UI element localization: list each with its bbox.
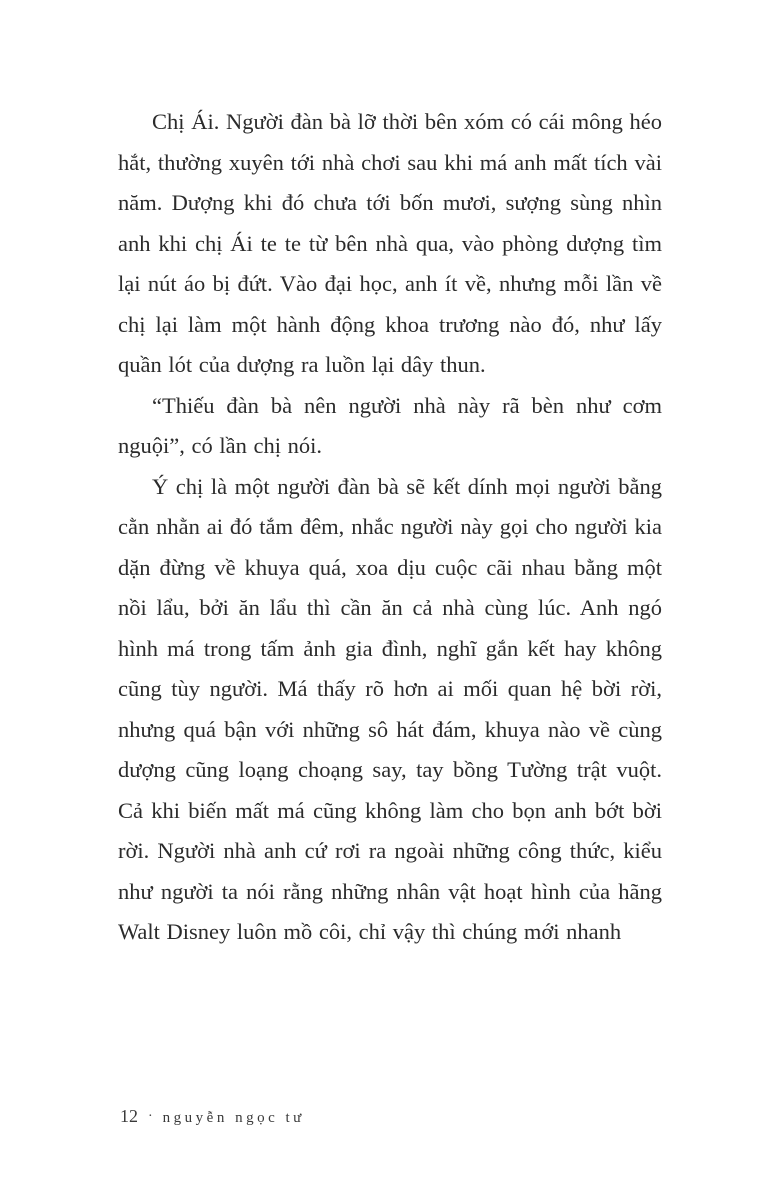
page-number: 12 xyxy=(120,1106,138,1126)
body-text xyxy=(118,102,662,953)
footer-separator: · xyxy=(148,1109,153,1124)
paragraph: Chị Ái. Người đàn bà lỡ thời bên xóm có cái mông héo hắt, thường xuyên tới nhà chơi sau khi má anh mất tích vài năm. Dượng khi đó chưa tới bốn mươi, sượng sùng nhìn anh khi chị Ái te te từ bên nhà qua, vào phòng dượng tìm lại nút áo bị đứt. Vào đại học, anh ít về, nhưng mỗi lần về chị lại làm một hành động khoa trương nào đó, như lấy quần lót của dượng ra luồn lại dây thun. xyxy=(118,109,662,377)
author-name: nguyễn ngọc tư xyxy=(162,1110,305,1126)
paragraph: Ý chị là một người đàn bà sẽ kết dính mọi người bằng cằn nhằn ai đó tắm đêm, nhắc người này gọi cho người kia dặn đừng về khuya quá, xoa dịu cuộc cãi nhau bằng một nồi lẩu, bởi ăn lẩu thì cần ăn cả nhà cùng lúc. Anh ngó hình má trong tấm ảnh gia đình, nghĩ gắn kết hay không cũng tùy người. Má thấy rõ hơn ai mối quan hệ bời rời, nhưng quá bận với những sô hát đám, khuya nào về cùng dượng cũng loạng choạng say, tay bồng Tường trật vuột. Cả khi biến mất má cũng không làm cho bọn anh bớt bời rời. Người nhà anh cứ rơi ra ngoài những công thức, kiểu như người ta nói rằng những nhân vật hoạt hình của hãng Walt Disney luôn mồ côi, chỉ vậy thì chúng mới nhanh xyxy=(118,473,662,944)
page-footer xyxy=(120,1106,305,1127)
paragraph: “Thiếu đàn bà nên người nhà này rã bèn như cơm nguội”, có lần chị nói. xyxy=(118,392,662,458)
